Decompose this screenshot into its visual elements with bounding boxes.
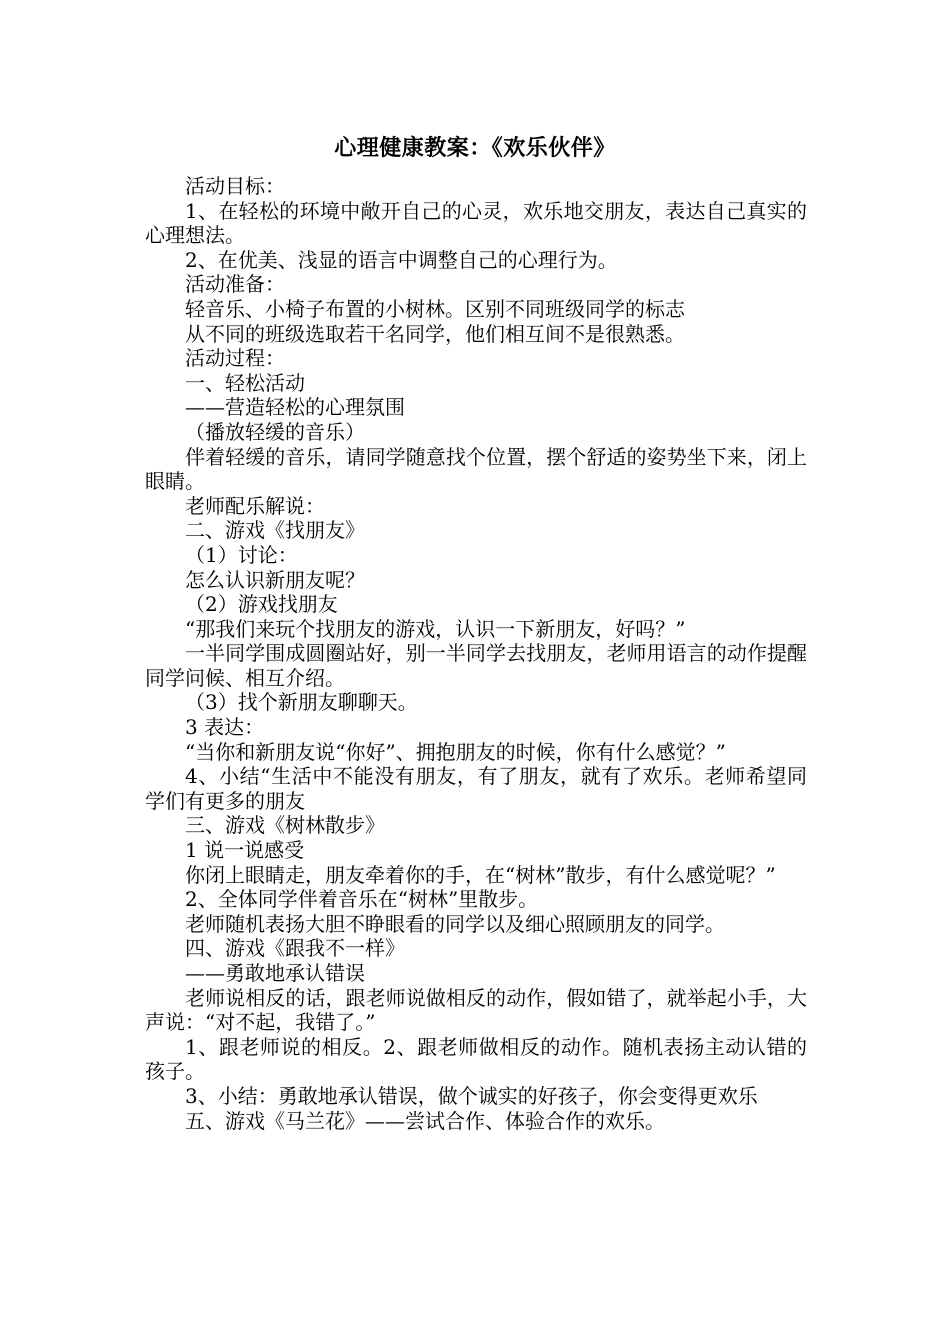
paragraph: 一半同学围成圆圈站好，别一半同学去找朋友，老师用语言的动作提醒同学问候、相互介绍。: [145, 641, 807, 690]
document-title: 心理健康教案：《欢乐伙伴》: [334, 135, 616, 161]
paragraph: ——勇敢地承认错误: [185, 961, 365, 985]
document-body: [145, 174, 807, 1133]
paragraph: （2）游戏找朋友: [185, 592, 338, 617]
paragraph: 老师随机表扬大胆不睁眼看的同学以及细心照顾朋友的同学。: [185, 911, 725, 936]
paragraph: 轻音乐、小椅子布置的小树林。区别不同班级同学的标志: [185, 296, 685, 321]
paragraph: 五、游戏《马兰花》——尝试合作、体验合作的欢乐。: [185, 1108, 665, 1133]
paragraph: （播放轻缓的音乐）: [185, 419, 365, 444]
paragraph: 2、全体同学伴着音乐在“树林”里散步。: [185, 887, 539, 912]
paragraph: 四、游戏《跟我不一样》: [185, 936, 405, 961]
paragraph: 活动过程：: [185, 346, 285, 371]
paragraph: 活动准备：: [185, 272, 285, 297]
paragraph: 一、轻松活动: [185, 370, 305, 395]
paragraph: 老师说相反的话，跟老师说做相反的动作，假如错了，就举起小手，大声说：“对不起，我错了。”: [145, 985, 807, 1035]
paragraph: 怎么认识新朋友呢？: [185, 567, 365, 592]
paragraph: 3、小结：勇敢地承认错误，做个诚实的好孩子，你会变得更欢乐: [185, 1083, 758, 1108]
paragraph: 3 表达：: [185, 715, 265, 740]
paragraph: “当你和新朋友说“你好”、拥抱朋友的时候，你有什么感觉？”: [185, 739, 726, 764]
paragraph: （3）找个新朋友聊聊天。: [185, 690, 418, 715]
paragraph: 1、在轻松的环境中敞开自己的心灵，欢乐地交朋友，表达自己真实的心理想法。: [145, 198, 807, 248]
paragraph: （1）讨论：: [185, 542, 298, 567]
paragraph: 伴着轻缓的音乐，请同学随意找个位置，摆个舒适的姿势坐下来，闭上眼睛。: [145, 444, 807, 494]
paragraph: 2、在优美、浅显的语言中调整自己的心理行为。: [185, 247, 618, 272]
paragraph: 1、跟老师说的相反。2、跟老师做相反的动作。随机表扬主动认错的孩子。: [145, 1034, 807, 1084]
paragraph: 你闭上眼睛走，朋友牵着你的手，在“树林”散步，有什么感觉呢？”: [185, 862, 776, 887]
paragraph: 活动目标：: [185, 174, 285, 198]
paragraph: “那我们来玩个找朋友的游戏，认识一下新朋友，好吗？”: [185, 616, 686, 641]
paragraph: 从不同的班级选取若干名同学，他们相互间不是很熟悉。: [185, 321, 685, 346]
paragraph: 老师配乐解说：: [185, 493, 325, 518]
paragraph: 1 说一说感受: [185, 838, 305, 863]
paragraph: 二、游戏《找朋友》: [185, 518, 365, 543]
paragraph: 三、游戏《树林散步》: [185, 813, 385, 838]
paragraph: ——营造轻松的心理氛围: [185, 395, 405, 420]
paragraph: 4、小结“生活中不能没有朋友，有了朋友，就有了欢乐。老师希望同学们有更多的朋友: [145, 764, 807, 813]
